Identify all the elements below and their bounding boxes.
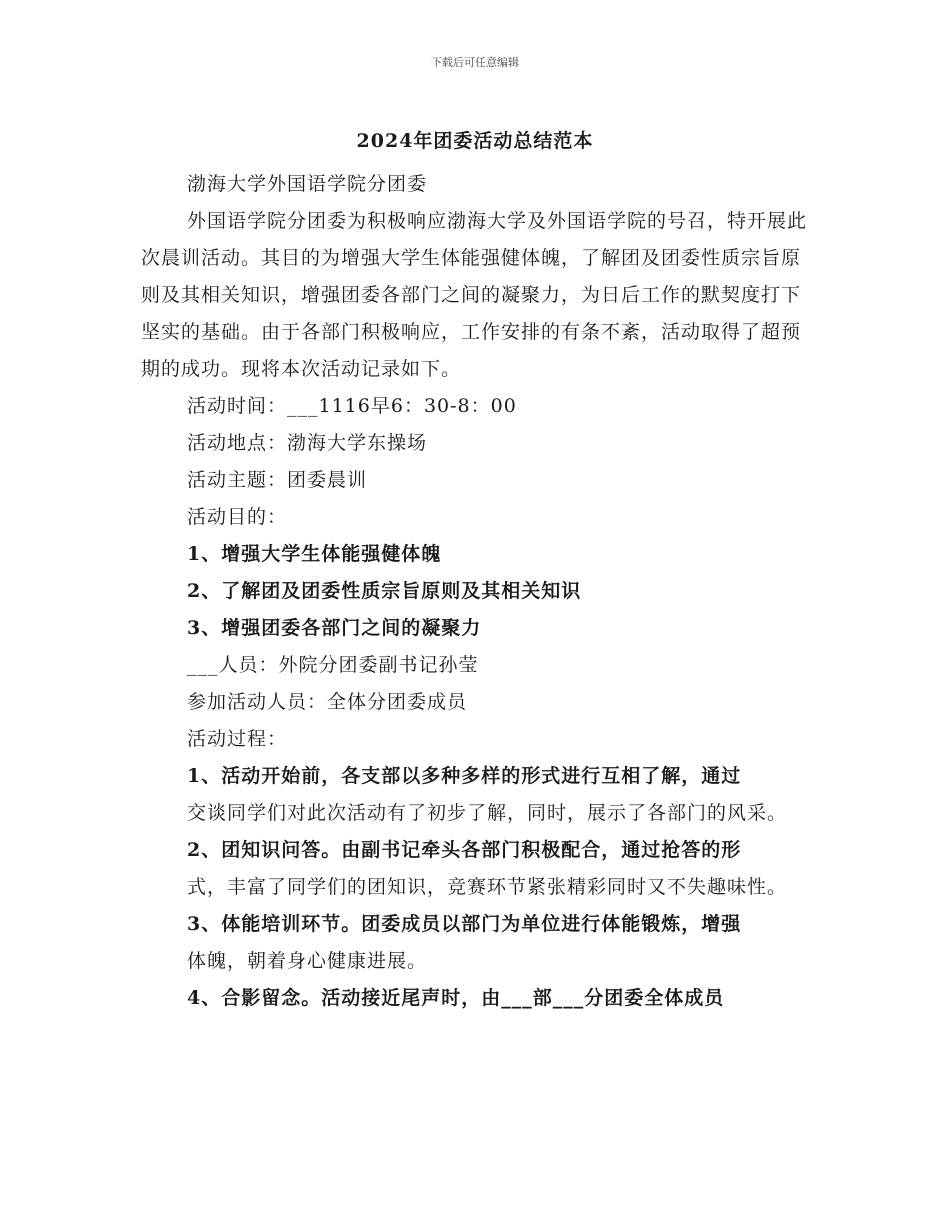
process-item-lead: 2、团知识问答。由副书记牵头各部门积极配合，通过抢答的形 [187,839,742,861]
process-item-lead: 4、合影留念。活动接近尾声时，由___部___分团委全体成员 [187,987,725,1009]
staff-line: ___人员：外院分团委副书记孙莹 [187,654,479,676]
process-item-rest: 体魄，朝着身心健康进展。 [187,950,428,972]
purpose-item: 2、了解团及团委性质宗旨原则及其相关知识 [187,580,582,602]
process-item [187,758,809,832]
document-title: 2024年团委活动总结范本 [356,130,594,152]
purpose-item: 1、增强大学生体能强健体魄 [187,543,442,565]
purpose-item: 3、增强团委各部门之间的凝聚力 [187,617,482,639]
process-item [187,906,809,980]
intro-paragraph [141,203,809,388]
process-item-lead: 1、活动开始前，各支部以多种多样的形式进行互相了解，通过 [187,765,742,787]
process-item-lead: 3、体能培训环节。团委成员以部门为单位进行体能锻炼，增强 [187,913,742,935]
organization-line: 渤海大学外国语学院分团委 [187,173,428,195]
process-item [187,980,809,1017]
process-item-rest: 式，丰富了同学们的团知识，竞赛环节紧张精彩同时又不失趣味性。 [187,876,788,898]
activity-place: 活动地点：渤海大学东操场 [187,432,428,454]
participants-line: 参加活动人员：全体分团委成员 [187,691,468,713]
document-body [141,166,809,1017]
process-item-rest: 交谈同学们对此次活动有了初步了解，同时，展示了各部门的风采。 [187,802,788,824]
activity-purpose-label: 活动目的： [187,506,288,528]
header-note: 下载后可任意编辑 [431,56,519,69]
process-label: 活动过程： [187,728,288,750]
activity-time: 活动时间：___1116早6：30-8：00 [187,395,517,417]
process-item [187,832,809,906]
intro-text: 外国语学院分团委为积极响应渤海大学及外国语学院的号召，特开展此次晨训活动。其目的为增强大学生体能强健体魄，了解团及团委性质宗旨原则及其相关知识，增强团委各部门之间的凝聚力，为日后工作的默契度打下坚实的基础。由于各部门积极响应，工作安排的有条不紊，活动取得了超预期的成功。现将本次活动记录如下。 [141,210,808,380]
activity-theme: 活动主题：团委晨训 [187,469,368,491]
